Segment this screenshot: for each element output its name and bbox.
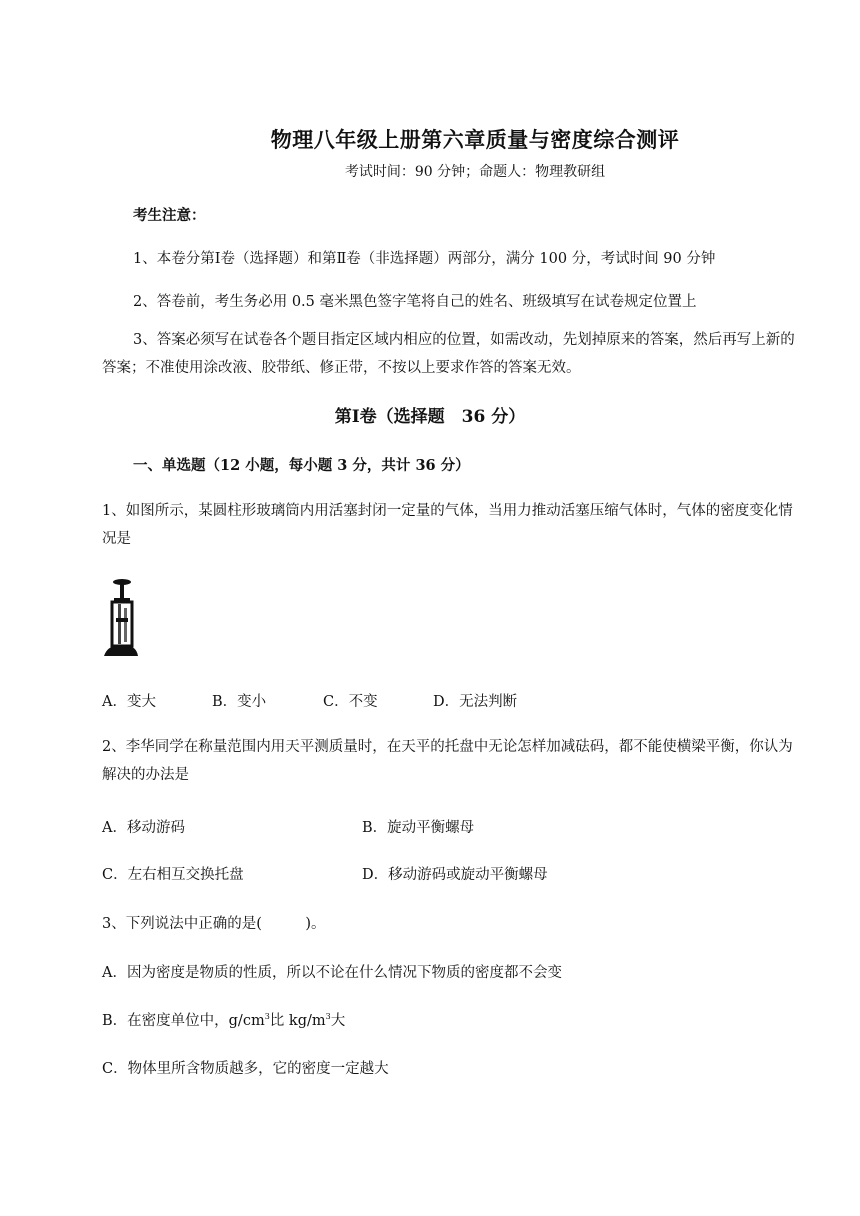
question-2-stem: 2、李华同学在称量范围内用天平测质量时，在天平的托盘中无论怎样加减砝码，都不能使横梁平衡，你认为解决的办法是 (102, 739, 793, 783)
notice-item-3: 3、答案必须写在试卷各个题目指定区域内相应的位置，如需改动，先划掉原来的答案，然后再写上新的答案；不准使用涂改液、胶带纸、修正带，不按以上要求作答的答案无效。 (102, 332, 795, 376)
question-2-option-a[interactable]: A．移动游码 (102, 820, 185, 836)
question-2-option-b[interactable]: B．旋动平衡螺母 (362, 820, 475, 836)
notice-item-2: 2、答卷前，考生务必用 0.5 毫米黑色签字笔将自己的姓名、班级填写在试卷规定位置上 (133, 294, 697, 310)
question-1-option-a[interactable]: A．变大 (102, 694, 156, 710)
piston-cylinder-figure (100, 578, 140, 660)
question-1-option-c[interactable]: C．不变 (323, 694, 378, 710)
question-1-stem: 1、如图所示，某圆柱形玻璃筒内用活塞封闭一定量的气体，当用力推动活塞压缩气体时，气体的密度变化情况是 (102, 503, 793, 547)
superscript-3: 3 (264, 1012, 270, 1022)
notice-item-1: 1、本卷分第Ⅰ卷（选择题）和第Ⅱ卷（非选择题）两部分，满分 100 分，考试时间 90 分钟 (133, 251, 716, 267)
question-1-option-d[interactable]: D．无法判断 (433, 694, 518, 710)
question-2-option-c[interactable]: C．左右相互交换托盘 (102, 867, 244, 883)
question-3-option-b[interactable] (102, 1009, 345, 1030)
question-2-option-d[interactable]: D．移动游码或旋动平衡螺母 (362, 867, 548, 883)
notice-heading: 考生注意： (133, 207, 206, 224)
option-b-text-pre: B．在密度单位中，g/cm (102, 1013, 265, 1029)
option-b-text-mid: 比 kg/m (269, 1013, 326, 1029)
question-3-stem: 3、下列说法中正确的是( )。 (102, 916, 326, 932)
option-b-text-post: 大 (330, 1013, 346, 1029)
question-3-option-a[interactable]: A．因为密度是物质的性质，所以不论在什么情况下物质的密度都不会变 (102, 965, 562, 981)
part-title: 一、单选题（12 小题，每小题 3 分，共计 36 分） (133, 457, 470, 474)
superscript-3: 3 (325, 1012, 331, 1022)
question-1-option-b[interactable]: B．变小 (212, 694, 267, 710)
exam-info: 考试时间：90 分钟；命题人：物理教研组 (344, 164, 606, 180)
page-title: 物理八年级上册第六章质量与密度综合测评 (270, 127, 680, 152)
question-3-option-c[interactable]: C．物体里所含物质越多，它的密度一定越大 (102, 1061, 389, 1077)
section-title: 第Ⅰ卷（选择题 36 分） (334, 407, 526, 427)
